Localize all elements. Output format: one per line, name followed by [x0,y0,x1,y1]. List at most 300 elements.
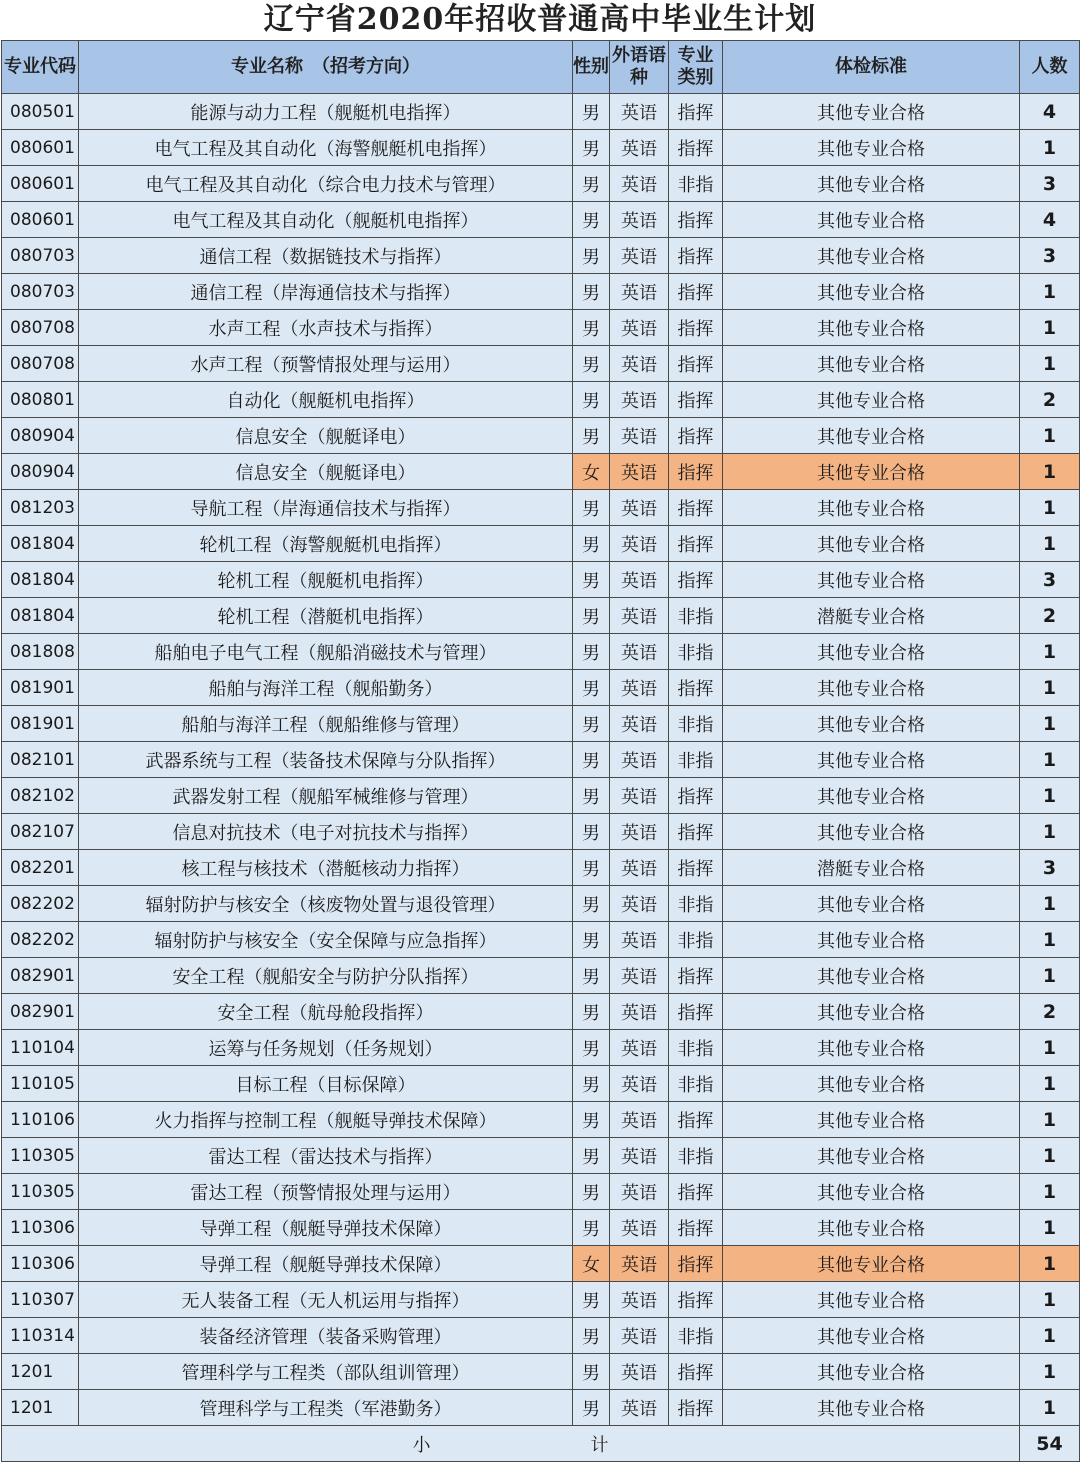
cell-code: 082901 [2,994,79,1030]
cell-count: 1 [1020,706,1080,742]
cell-name: 武器发射工程（舰船军械维修与管理） [79,778,573,814]
cell-code: 082107 [2,814,79,850]
cell-code: 081804 [2,526,79,562]
cell-physical: 其他专业合格 [723,1066,1020,1102]
cell-gender: 男 [573,1318,610,1354]
cell-category: 指挥 [669,238,723,274]
cell-physical: 其他专业合格 [723,706,1020,742]
table-row [2,1354,1080,1390]
header-language: 外语语种 [610,41,669,94]
cell-name: 电气工程及其自动化（舰艇机电指挥） [79,202,573,238]
cell-gender: 男 [573,238,610,274]
table-row [2,1138,1080,1174]
cell-language: 英语 [610,778,669,814]
table-row [2,238,1080,274]
table-row [2,202,1080,238]
cell-gender: 男 [573,1354,610,1390]
table-row [2,922,1080,958]
subtotal-label-left: 小 [412,1434,431,1456]
cell-category: 指挥 [669,1102,723,1138]
cell-name: 水声工程（水声技术与指挥） [79,310,573,346]
cell-physical: 其他专业合格 [723,382,1020,418]
cell-code: 110104 [2,1030,79,1066]
cell-category: 指挥 [669,454,723,490]
cell-name: 核工程与核技术（潜艇核动力指挥） [79,850,573,886]
cell-gender: 男 [573,382,610,418]
cell-category: 指挥 [669,382,723,418]
cell-category: 指挥 [669,346,723,382]
cell-physical: 其他专业合格 [723,310,1020,346]
cell-physical: 潜艇专业合格 [723,598,1020,634]
cell-gender: 男 [573,166,610,202]
cell-code: 080501 [2,94,79,130]
cell-name: 自动化（舰艇机电指挥） [79,382,573,418]
header-count: 人数 [1020,41,1080,94]
cell-name: 船舶与海洋工程（舰船勤务） [79,670,573,706]
cell-count: 1 [1020,742,1080,778]
cell-name: 通信工程（数据链技术与指挥） [79,238,573,274]
cell-physical: 其他专业合格 [723,130,1020,166]
cell-count: 3 [1020,166,1080,202]
cell-name: 运筹与任务规划（任务规划） [79,1030,573,1066]
cell-physical: 其他专业合格 [723,1138,1020,1174]
cell-count: 1 [1020,454,1080,490]
cell-name: 能源与动力工程（舰艇机电指挥） [79,94,573,130]
cell-language: 英语 [610,166,669,202]
cell-name: 电气工程及其自动化（综合电力技术与管理） [79,166,573,202]
cell-category: 指挥 [669,202,723,238]
cell-category: 指挥 [669,1246,723,1282]
table-row [2,958,1080,994]
cell-language: 英语 [610,1102,669,1138]
cell-count: 1 [1020,1210,1080,1246]
cell-language: 英语 [610,382,669,418]
subtotal-label [2,1426,1020,1462]
cell-category: 指挥 [669,94,723,130]
cell-language: 英语 [610,130,669,166]
cell-category: 指挥 [669,490,723,526]
cell-code: 080703 [2,238,79,274]
cell-physical: 其他专业合格 [723,1102,1020,1138]
cell-gender: 男 [573,202,610,238]
cell-code: 110106 [2,1102,79,1138]
cell-gender: 男 [573,130,610,166]
cell-code: 110306 [2,1246,79,1282]
cell-code: 110307 [2,1282,79,1318]
cell-count: 1 [1020,1390,1080,1426]
cell-category: 指挥 [669,130,723,166]
cell-code: 082202 [2,886,79,922]
cell-count: 4 [1020,94,1080,130]
cell-name: 通信工程（岸海通信技术与指挥） [79,274,573,310]
cell-physical: 其他专业合格 [723,670,1020,706]
cell-code: 110305 [2,1174,79,1210]
cell-count: 1 [1020,1318,1080,1354]
cell-category: 指挥 [669,274,723,310]
cell-physical: 其他专业合格 [723,742,1020,778]
cell-gender: 男 [573,1102,610,1138]
cell-physical: 其他专业合格 [723,922,1020,958]
table-row [2,418,1080,454]
cell-physical: 其他专业合格 [723,166,1020,202]
cell-code: 080703 [2,274,79,310]
cell-physical: 其他专业合格 [723,562,1020,598]
cell-gender: 男 [573,310,610,346]
cell-count: 2 [1020,382,1080,418]
table-row [2,310,1080,346]
cell-name: 导弹工程（舰艇导弹技术保障） [79,1246,573,1282]
cell-count: 1 [1020,1102,1080,1138]
cell-category: 指挥 [669,1390,723,1426]
cell-physical: 其他专业合格 [723,1210,1020,1246]
cell-name: 导弹工程（舰艇导弹技术保障） [79,1210,573,1246]
cell-count: 1 [1020,346,1080,382]
cell-language: 英语 [610,706,669,742]
cell-count: 1 [1020,1174,1080,1210]
cell-gender: 男 [573,1174,610,1210]
cell-name: 轮机工程（海警舰艇机电指挥） [79,526,573,562]
cell-physical: 其他专业合格 [723,418,1020,454]
table-row [2,490,1080,526]
cell-name: 辐射防护与核安全（核废物处置与退役管理） [79,886,573,922]
cell-name: 信息安全（舰艇译电） [79,418,573,454]
cell-gender: 男 [573,598,610,634]
cell-category: 指挥 [669,526,723,562]
cell-language: 英语 [610,1210,669,1246]
cell-gender: 男 [573,670,610,706]
cell-name: 电气工程及其自动化（海警舰艇机电指挥） [79,130,573,166]
table-row [2,130,1080,166]
cell-category: 非指 [669,922,723,958]
cell-physical: 其他专业合格 [723,94,1020,130]
cell-language: 英语 [610,418,669,454]
cell-language: 英语 [610,1066,669,1102]
cell-physical: 其他专业合格 [723,202,1020,238]
cell-physical: 其他专业合格 [723,1390,1020,1426]
cell-category: 指挥 [669,418,723,454]
cell-physical: 其他专业合格 [723,1174,1020,1210]
cell-code: 080801 [2,382,79,418]
cell-count: 3 [1020,850,1080,886]
cell-name: 装备经济管理（装备采购管理） [79,1318,573,1354]
cell-count: 3 [1020,238,1080,274]
cell-count: 4 [1020,202,1080,238]
table-row [2,1030,1080,1066]
table-row [2,634,1080,670]
cell-language: 英语 [610,274,669,310]
table-row [2,562,1080,598]
cell-code: 082102 [2,778,79,814]
table-row [2,1102,1080,1138]
cell-category: 指挥 [669,670,723,706]
subtotal-row [2,1426,1080,1462]
cell-gender: 男 [573,706,610,742]
cell-name: 火力指挥与控制工程（舰艇导弹技术保障） [79,1102,573,1138]
cell-code: 080601 [2,202,79,238]
cell-physical: 其他专业合格 [723,238,1020,274]
cell-name: 信息安全（舰艇译电） [79,454,573,490]
table-row [2,778,1080,814]
cell-category: 指挥 [669,1174,723,1210]
cell-language: 英语 [610,1318,669,1354]
cell-gender: 男 [573,490,610,526]
cell-physical: 其他专业合格 [723,490,1020,526]
cell-code: 081901 [2,706,79,742]
cell-physical: 其他专业合格 [723,1246,1020,1282]
cell-category: 指挥 [669,994,723,1030]
cell-language: 英语 [610,1282,669,1318]
cell-category: 指挥 [669,562,723,598]
cell-gender: 男 [573,742,610,778]
cell-physical: 其他专业合格 [723,634,1020,670]
cell-count: 2 [1020,598,1080,634]
table-row [2,166,1080,202]
cell-category: 指挥 [669,958,723,994]
cell-gender: 男 [573,1066,610,1102]
cell-language: 英语 [610,454,669,490]
cell-code: 110305 [2,1138,79,1174]
cell-name: 安全工程（舰船安全与防护分队指挥） [79,958,573,994]
cell-count: 1 [1020,670,1080,706]
cell-gender: 男 [573,346,610,382]
cell-count: 1 [1020,922,1080,958]
cell-physical: 其他专业合格 [723,274,1020,310]
cell-gender: 男 [573,526,610,562]
cell-count: 1 [1020,886,1080,922]
subtotal-value: 54 [1020,1426,1080,1462]
cell-name: 无人装备工程（无人机运用与指挥） [79,1282,573,1318]
cell-name: 雷达工程（预警情报处理与运用） [79,1174,573,1210]
cell-language: 英语 [610,202,669,238]
cell-category: 非指 [669,166,723,202]
cell-physical: 潜艇专业合格 [723,850,1020,886]
table-body [2,94,1080,1426]
cell-category: 非指 [669,1318,723,1354]
cell-name: 管理科学与工程类（军港勤务） [79,1390,573,1426]
cell-count: 1 [1020,1030,1080,1066]
cell-language: 英语 [610,598,669,634]
table-row [2,526,1080,562]
cell-gender: 男 [573,634,610,670]
table-row [2,1246,1080,1282]
table-row [2,1282,1080,1318]
cell-gender: 男 [573,418,610,454]
cell-category: 指挥 [669,850,723,886]
cell-gender: 男 [573,850,610,886]
cell-code: 110306 [2,1210,79,1246]
cell-physical: 其他专业合格 [723,1318,1020,1354]
cell-count: 1 [1020,418,1080,454]
cell-code: 080601 [2,130,79,166]
cell-category: 指挥 [669,778,723,814]
cell-physical: 其他专业合格 [723,814,1020,850]
cell-code: 080601 [2,166,79,202]
table-row [2,274,1080,310]
cell-count: 1 [1020,490,1080,526]
cell-language: 英语 [610,742,669,778]
cell-code: 1201 [2,1390,79,1426]
cell-count: 1 [1020,274,1080,310]
cell-name: 水声工程（预警情报处理与运用） [79,346,573,382]
cell-gender: 男 [573,274,610,310]
cell-count: 1 [1020,130,1080,166]
cell-language: 英语 [610,310,669,346]
page-title: 辽宁省2020年招收普通高中毕业生计划 [263,2,817,37]
header-code: 专业代码 [2,41,79,94]
cell-gender: 女 [573,454,610,490]
cell-code: 080904 [2,418,79,454]
header-name: 专业名称 （招考方向） [79,41,573,94]
cell-name: 船舶与海洋工程（舰船维修与管理） [79,706,573,742]
cell-language: 英语 [610,94,669,130]
cell-count: 1 [1020,1138,1080,1174]
cell-count: 1 [1020,526,1080,562]
cell-code: 1201 [2,1354,79,1390]
enrollment-plan-table [1,40,1080,1462]
cell-language: 英语 [610,1390,669,1426]
subtotal-label-right: 计 [590,1434,609,1456]
cell-count: 1 [1020,310,1080,346]
cell-count: 1 [1020,1354,1080,1390]
table-row [2,1066,1080,1102]
cell-gender: 男 [573,886,610,922]
cell-code: 080904 [2,454,79,490]
cell-category: 指挥 [669,310,723,346]
table-row [2,994,1080,1030]
table-row [2,742,1080,778]
cell-code: 081808 [2,634,79,670]
cell-physical: 其他专业合格 [723,1030,1020,1066]
cell-code: 081804 [2,562,79,598]
cell-gender: 男 [573,1210,610,1246]
cell-code: 081203 [2,490,79,526]
cell-category: 指挥 [669,1282,723,1318]
cell-code: 110314 [2,1318,79,1354]
cell-code: 082901 [2,958,79,994]
table-row [2,94,1080,130]
cell-gender: 男 [573,562,610,598]
table-row [2,670,1080,706]
cell-name: 雷达工程（雷达技术与指挥） [79,1138,573,1174]
cell-name: 信息对抗技术（电子对抗技术与指挥） [79,814,573,850]
cell-count: 1 [1020,634,1080,670]
cell-language: 英语 [610,1030,669,1066]
cell-language: 英语 [610,1246,669,1282]
cell-name: 安全工程（航母舱段指挥） [79,994,573,1030]
cell-count: 1 [1020,958,1080,994]
cell-code: 080708 [2,346,79,382]
cell-name: 船舶电子电气工程（舰船消磁技术与管理） [79,634,573,670]
cell-language: 英语 [610,670,669,706]
cell-language: 英语 [610,238,669,274]
table-row [2,1174,1080,1210]
cell-language: 英语 [610,994,669,1030]
cell-gender: 男 [573,778,610,814]
cell-category: 非指 [669,1138,723,1174]
cell-count: 1 [1020,814,1080,850]
cell-gender: 女 [573,1246,610,1282]
cell-code: 081901 [2,670,79,706]
table-row [2,454,1080,490]
cell-name: 轮机工程（舰艇机电指挥） [79,562,573,598]
cell-language: 英语 [610,634,669,670]
cell-code: 082201 [2,850,79,886]
cell-physical: 其他专业合格 [723,1282,1020,1318]
cell-name: 辐射防护与核安全（安全保障与应急指挥） [79,922,573,958]
cell-count: 1 [1020,778,1080,814]
header-physical: 体检标准 [723,41,1020,94]
cell-name: 目标工程（目标保障） [79,1066,573,1102]
cell-gender: 男 [573,94,610,130]
cell-language: 英语 [610,490,669,526]
cell-physical: 其他专业合格 [723,994,1020,1030]
cell-gender: 男 [573,1282,610,1318]
cell-language: 英语 [610,886,669,922]
cell-language: 英语 [610,346,669,382]
table-row [2,814,1080,850]
cell-category: 非指 [669,886,723,922]
cell-language: 英语 [610,526,669,562]
cell-gender: 男 [573,1030,610,1066]
cell-physical: 其他专业合格 [723,778,1020,814]
cell-language: 英语 [610,1174,669,1210]
table-row [2,382,1080,418]
cell-category: 非指 [669,1030,723,1066]
cell-physical: 其他专业合格 [723,346,1020,382]
cell-gender: 男 [573,814,610,850]
cell-language: 英语 [610,562,669,598]
cell-language: 英语 [610,1138,669,1174]
table-row [2,598,1080,634]
cell-count: 2 [1020,994,1080,1030]
cell-gender: 男 [573,994,610,1030]
table-row [2,346,1080,382]
cell-category: 非指 [669,742,723,778]
cell-category: 非指 [669,598,723,634]
table-row [2,886,1080,922]
cell-category: 非指 [669,634,723,670]
cell-language: 英语 [610,1354,669,1390]
table-header-row [2,41,1080,94]
cell-count: 1 [1020,1066,1080,1102]
cell-count: 1 [1020,1246,1080,1282]
cell-physical: 其他专业合格 [723,958,1020,994]
cell-name: 武器系统与工程（装备技术保障与分队指挥） [79,742,573,778]
cell-code: 081804 [2,598,79,634]
cell-category: 非指 [669,706,723,742]
table-row [2,1390,1080,1426]
table-row [2,1318,1080,1354]
cell-count: 3 [1020,562,1080,598]
cell-gender: 男 [573,958,610,994]
cell-name: 轮机工程（潜艇机电指挥） [79,598,573,634]
cell-code: 082202 [2,922,79,958]
cell-code: 110105 [2,1066,79,1102]
cell-category: 指挥 [669,814,723,850]
header-gender: 性别 [573,41,610,94]
cell-count: 1 [1020,1282,1080,1318]
cell-language: 英语 [610,922,669,958]
cell-physical: 其他专业合格 [723,1354,1020,1390]
cell-code: 080708 [2,310,79,346]
header-category: 专业类别 [669,41,723,94]
cell-gender: 男 [573,922,610,958]
cell-physical: 其他专业合格 [723,526,1020,562]
table-row [2,850,1080,886]
table-row [2,706,1080,742]
cell-physical: 其他专业合格 [723,886,1020,922]
cell-category: 非指 [669,1066,723,1102]
